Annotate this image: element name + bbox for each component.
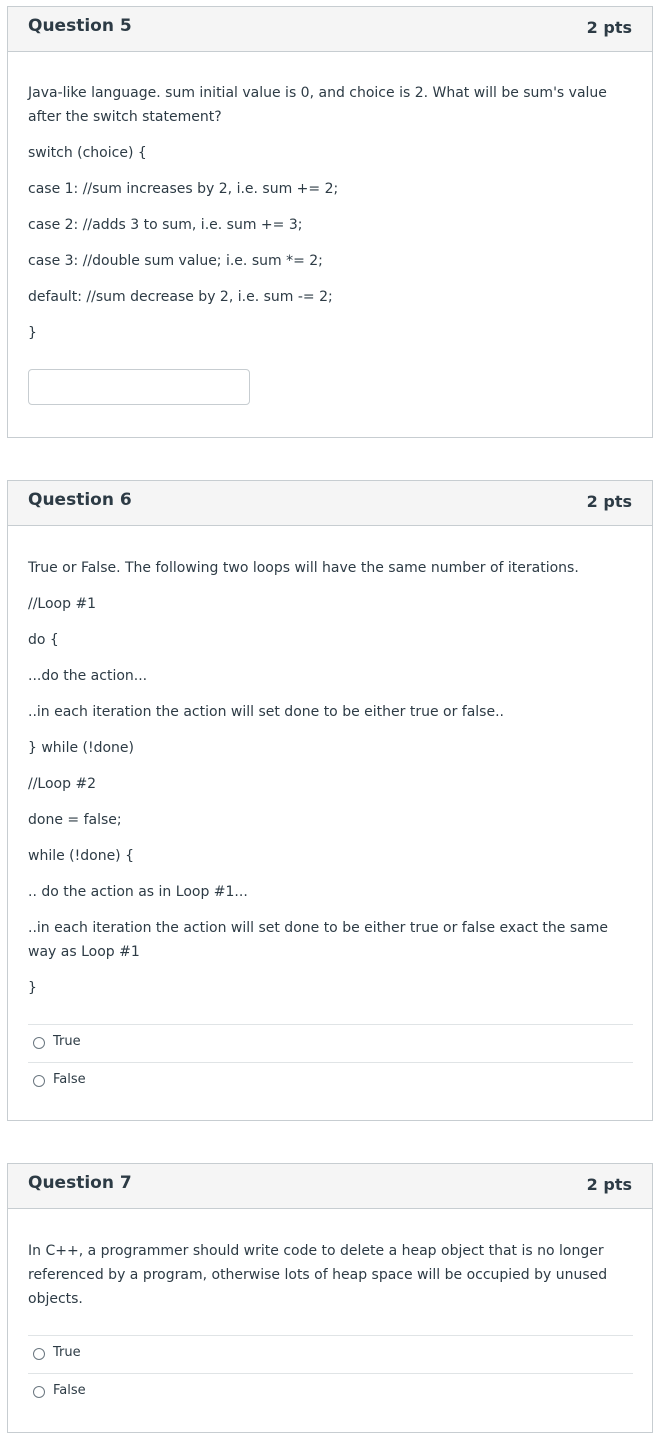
radio-button[interactable]	[33, 1075, 45, 1087]
question-title: Question 7	[28, 1173, 132, 1193]
code-line: while (!done) {	[28, 848, 134, 864]
code-line: }	[28, 325, 37, 341]
question-text: In C++, a programmer should write code to delete a heap object that is no longer referenced by a program, otherwise lots of heap space will be occupied by unused objects.	[28, 1243, 608, 1307]
answer-option-false[interactable]	[28, 1062, 633, 1099]
question-title: Question 6	[28, 490, 132, 510]
question-points: 2 pts	[586, 18, 632, 37]
question-header	[8, 481, 652, 526]
answer-option-true[interactable]	[28, 1335, 633, 1372]
code-line: do {	[28, 632, 59, 648]
code-line: //Loop #1	[28, 596, 97, 612]
answer-option-false[interactable]	[28, 1373, 633, 1410]
code-line: case 1: //sum increases by 2, i.e. sum += 2;	[28, 181, 339, 197]
option-label: False	[53, 1072, 86, 1087]
question-6	[7, 480, 653, 1121]
option-label: True	[53, 1345, 81, 1360]
option-label: True	[53, 1034, 81, 1049]
code-line: case 2: //adds 3 to sum, i.e. sum += 3;	[28, 217, 303, 233]
question-header	[8, 7, 652, 52]
option-label: False	[53, 1383, 86, 1398]
question-text: True or False. The following two loops will have the same number of iterations.	[28, 560, 579, 576]
code-line: .. do the action as in Loop #1...	[28, 884, 248, 900]
radio-button[interactable]	[33, 1386, 45, 1398]
question-header	[8, 1164, 652, 1209]
code-line: ..in each iteration the action will set done to be either true or false..	[28, 704, 504, 720]
code-line: switch (choice) {	[28, 145, 147, 161]
code-line: } while (!done)	[28, 740, 134, 756]
code-line: //Loop #2	[28, 776, 97, 792]
question-7	[7, 1163, 653, 1433]
code-line: ...do the action...	[28, 668, 148, 684]
code-line: default: //sum decrease by 2, i.e. sum -= 2;	[28, 289, 333, 305]
answer-option-true[interactable]	[28, 1024, 633, 1061]
question-5	[7, 6, 653, 438]
question-points: 2 pts	[586, 1175, 632, 1194]
question-points: 2 pts	[586, 492, 632, 511]
code-line: ..in each iteration the action will set done to be either true or false exact the same way as Loop #1	[28, 920, 608, 960]
question-title: Question 5	[28, 16, 132, 36]
radio-button[interactable]	[33, 1037, 45, 1049]
radio-button[interactable]	[33, 1348, 45, 1360]
code-line: case 3: //double sum value; i.e. sum *= 2;	[28, 253, 323, 269]
answer-input[interactable]	[28, 369, 250, 405]
code-line: done = false;	[28, 812, 122, 828]
question-text: Java-like language. sum initial value is 0, and choice is 2. What will be sum's value after the switch statement?	[28, 85, 607, 125]
code-line: }	[28, 980, 37, 996]
